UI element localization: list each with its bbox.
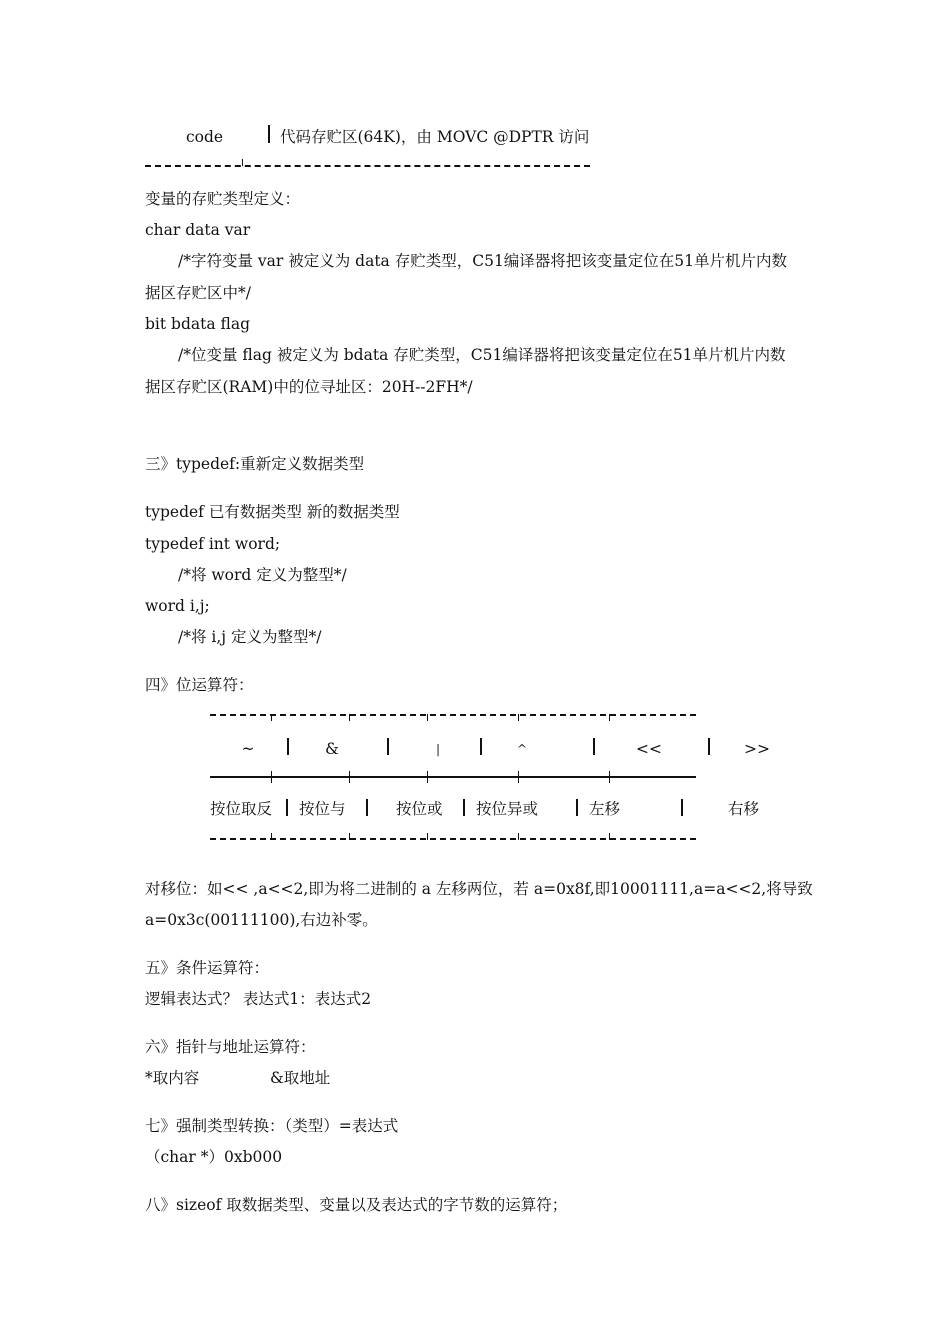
meaning-cell: 按位取反	[210, 800, 273, 818]
section-heading: 五》条件运算符：	[145, 959, 270, 977]
table-bottom-rule	[210, 838, 696, 840]
shift-note: a=0x3c(00111100),右边补零。	[145, 911, 378, 929]
rule-tick	[271, 771, 272, 783]
section-heading: 三》typedef:重新定义数据类型	[145, 455, 365, 473]
cell-separator	[387, 738, 389, 755]
memory-table-desc: 代码存贮区(64K)，由 MOVC @DPTR 访问	[280, 128, 590, 146]
operator-cell: ^	[516, 742, 528, 756]
meaning-cell: 按位异或	[476, 800, 539, 818]
section-heading: 八》sizeof 取数据类型、变量以及表达式的字节数的运算符；	[145, 1196, 568, 1214]
cell-separator	[576, 799, 578, 816]
operator-cell: >>	[744, 740, 770, 758]
comment-line: /*将 word 定义为整型*/	[178, 566, 347, 584]
cell-separator	[708, 738, 710, 755]
memory-table-bottom-rule	[145, 165, 590, 167]
rule-tick	[427, 771, 428, 783]
meaning-cell: 左移	[589, 800, 621, 818]
code-line: typedef int word;	[145, 535, 281, 553]
syntax-line: typedef 已有数据类型 新的数据类型	[145, 503, 400, 521]
rule-tick	[271, 714, 272, 721]
code-line: bit bdata flag	[145, 315, 251, 333]
rule-tick	[271, 833, 272, 840]
comment-line: /*将 i,j 定义为整型*/	[178, 628, 322, 646]
rule-tick	[349, 771, 350, 783]
comment-line: 据区存贮区(RAM)中的位寻址区：20H--2FH*/	[145, 378, 473, 396]
rule-tick	[609, 714, 610, 721]
comment-line: 据区存贮区中*/	[145, 284, 251, 302]
rule-tick	[518, 771, 519, 783]
meaning-cell: 按位或	[396, 800, 443, 818]
cell-separator	[681, 799, 683, 816]
storage-heading: 变量的存贮类型定义：	[145, 190, 301, 208]
shift-note: 对移位：如<< ,a<<2,即为将二进制的 a 左移两位，若 a=0x8f,即10001111,a=a<<2,将导致	[145, 880, 813, 898]
operator-desc: &取地址	[270, 1069, 331, 1087]
cell-separator	[286, 799, 288, 816]
rule-tick	[349, 833, 350, 840]
rule-tick	[518, 833, 519, 840]
memory-table-rule-tick	[242, 159, 243, 166]
code-line: word i,j;	[145, 597, 210, 615]
cell-separator	[366, 799, 368, 816]
operator-cell: ~	[241, 740, 255, 758]
code-line: char data var	[145, 221, 251, 239]
rule-tick	[609, 833, 610, 840]
cell-separator	[480, 738, 482, 755]
memory-table-type: code	[186, 128, 224, 146]
rule-tick	[518, 714, 519, 721]
rule-tick	[349, 714, 350, 721]
table-middle-rule	[210, 776, 696, 778]
section-heading: 七》强制类型转换：（类型）=表达式	[145, 1117, 399, 1135]
rule-tick	[427, 833, 428, 840]
section-heading: 六》指针与地址运算符：	[145, 1038, 316, 1056]
meaning-cell: 按位与	[299, 800, 346, 818]
operator-desc: *取内容	[145, 1069, 200, 1087]
comment-line: /*位变量 flag 被定义为 bdata 存贮类型，C51编译器将把该变量定位在51单片机片内数	[178, 346, 786, 364]
operator-cell: &	[325, 740, 339, 758]
cell-separator	[463, 799, 465, 816]
rule-tick	[609, 771, 610, 783]
table-top-rule	[210, 714, 696, 716]
rule-tick	[427, 714, 428, 721]
code-line: （char *）0xb000	[145, 1148, 283, 1166]
operator-cell: |	[435, 742, 441, 756]
meaning-cell: 右移	[728, 800, 760, 818]
comment-line: /*字符变量 var 被定义为 data 存贮类型，C51编译器将把该变量定位在51单片机片内数	[178, 252, 788, 270]
section-heading: 四》位运算符：	[145, 676, 254, 694]
cell-separator	[593, 738, 595, 755]
operator-cell: <<	[636, 740, 662, 758]
memory-table-separator	[268, 125, 270, 143]
cell-separator	[287, 738, 289, 755]
syntax-line: 逻辑表达式？ 表达式1：表达式2	[145, 990, 372, 1008]
